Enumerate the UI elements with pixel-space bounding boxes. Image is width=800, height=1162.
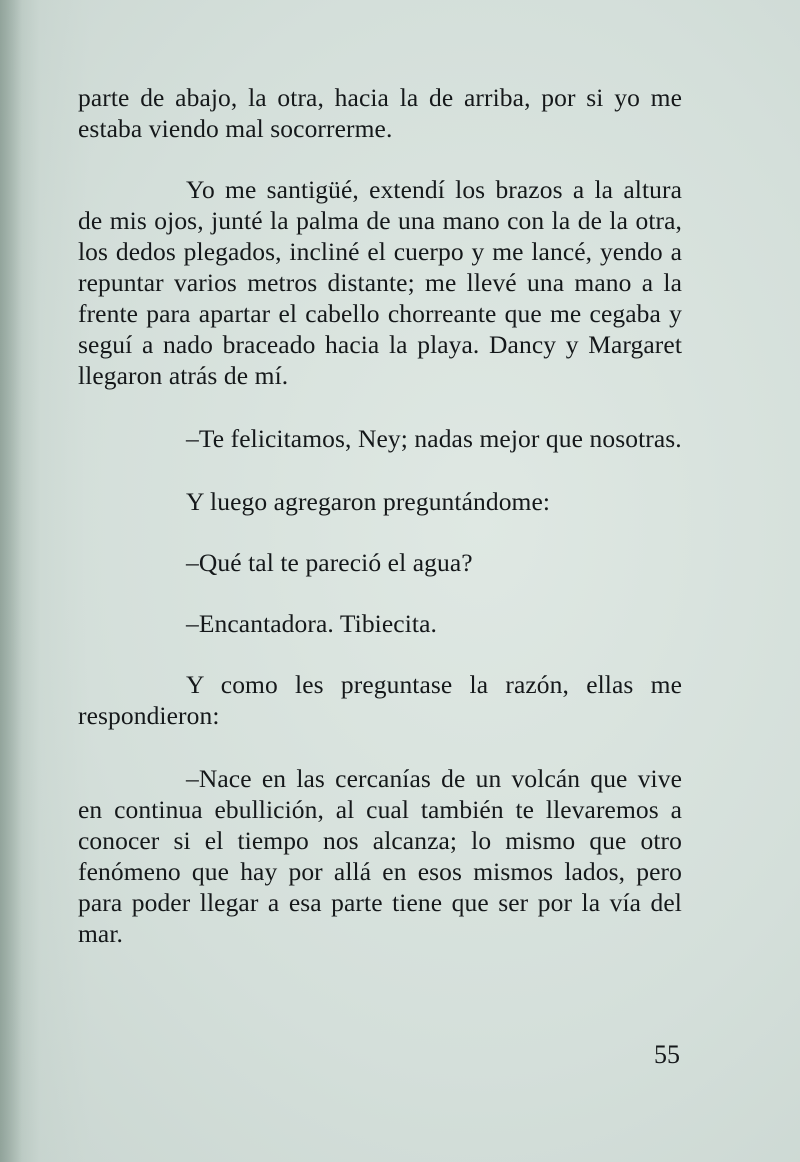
- paragraph: Yo me santigüé, extendí los brazos a la altura de mis ojos, junté la palma de una mano con la de la otra, los dedos plegados, incliné el cuerpo y me lancé, yendo a repuntar varios metros distante; me llevé una mano a la frente para apartar el cabello chorreante que me cegaba y seguí a nado braceado hacia la playa. Dancy y Margaret llegaron atrás de mí.: [78, 175, 682, 390]
- paragraph-dialogue: –Nace en las cercanías de un volcán que vive en continua ebullición, al cual también te llevaremos a conocer si el tiempo nos alcanza; lo mismo que otro fenómeno que hay por allá en esos mismos lados, pero para poder llegar a esa parte tiene que ser por la vía del mar.: [78, 764, 682, 948]
- paragraph: Y luego agregaron preguntándome:: [186, 487, 551, 516]
- paragraph-continued: parte de abajo, la otra, hacia la de arriba, por si yo me estaba viendo mal socorrerme.: [78, 83, 682, 143]
- body-text: [78, 82, 682, 979]
- page-number: 55: [654, 1040, 680, 1069]
- paragraph-dialogue: –Encantadora. Tibiecita.: [186, 609, 437, 638]
- spine-shadow: [0, 0, 22, 1162]
- paragraph-dialogue: –Qué tal te pareció el agua?: [186, 548, 473, 577]
- paragraph-dialogue: –Te felicitamos, Ney; nadas mejor que nosotras.: [186, 424, 682, 453]
- paragraph: Y como les preguntase la razón, ellas me respondieron:: [78, 670, 682, 730]
